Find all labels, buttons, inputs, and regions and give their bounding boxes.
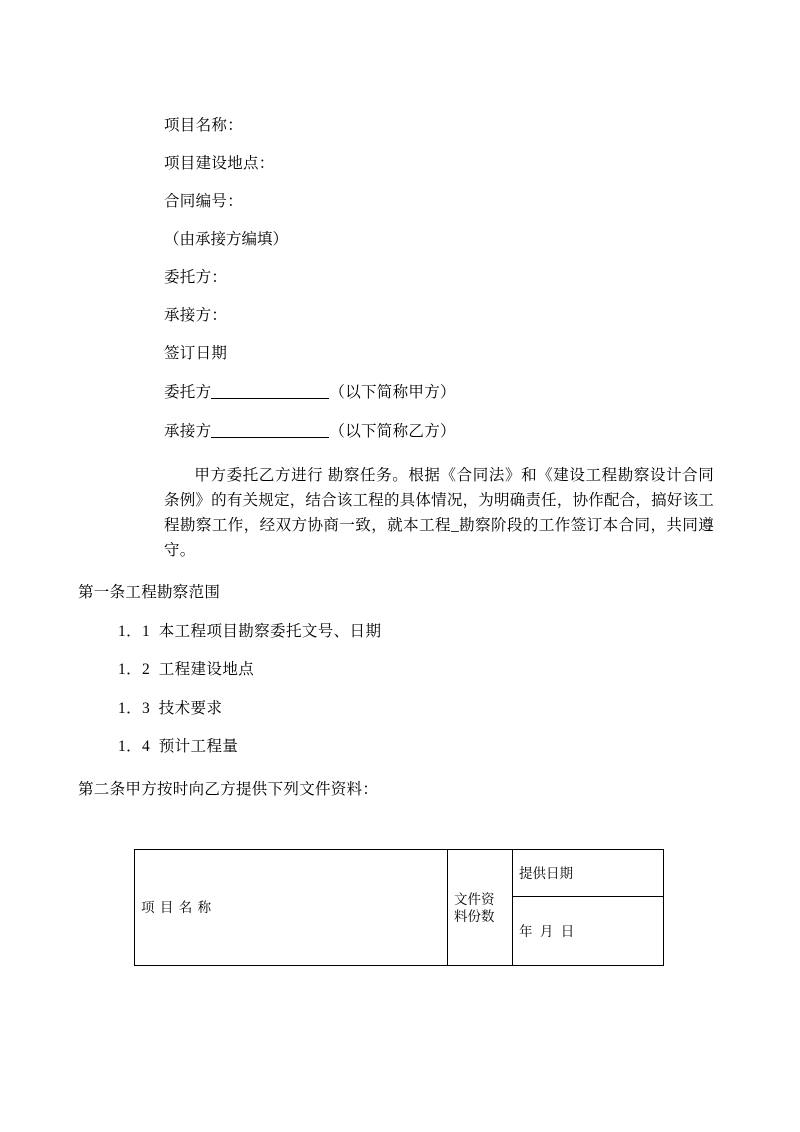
preamble-paragraph — [78, 463, 722, 563]
table-cell-project-name: 项 目 名 称 — [135, 850, 448, 966]
party-line-contractor — [78, 423, 722, 440]
party-contractor-prefix: 承接方 — [164, 422, 212, 440]
field-project-name: 项目名称： — [164, 117, 244, 134]
party-client-suffix: （以下简称甲方） — [329, 384, 456, 401]
party-contractor-suffix: （以下简称乙方） — [329, 422, 456, 440]
documents-table-wrap — [78, 849, 722, 966]
table-cell-docs-count — [448, 850, 513, 966]
table-cell-docs-count-label: 文件资料份数 — [454, 891, 495, 924]
clause-1-2: 1．2 工程建设地点 — [118, 661, 255, 679]
clause-1-1: 1．1 本工程项目勘察委托文号、日期 — [118, 622, 382, 640]
field-contract-number: 合同编号： — [164, 193, 244, 210]
field-project-location: 项目建设地点： — [164, 155, 275, 172]
article-one-heading: 第一条工程勘察范围 — [78, 584, 221, 602]
party-line-client — [78, 384, 722, 401]
clause-1-4: 1．4 预计工程量 — [118, 738, 239, 756]
table-cell-provide-date-value: 年 月 日 — [513, 897, 664, 966]
party-contractor-blank[interactable] — [211, 423, 329, 438]
party-client-prefix: 委托方 — [164, 384, 212, 401]
documents-table — [134, 849, 664, 966]
field-contract-number-note: （由承接方编填） — [164, 231, 289, 248]
field-client: 委托方： — [164, 269, 228, 286]
preamble-text: 甲方委托乙方进行 勘察任务。根据《合同法》和《建设工程勘察设计合同条例》的有关规定，结合该工程的具体情况，为明确责任，协作配合，搞好该工程勘察工作，经双方协商一致，就本工程_勘察阶段的工作签订本合同，共同遵守。 — [164, 467, 714, 560]
field-contractor: 承接方： — [164, 307, 228, 324]
table-row — [135, 850, 664, 897]
clause-1-3: 1．3 技术要求 — [118, 699, 223, 717]
article-two-heading: 第二条甲方按时向乙方提供下列文件资料： — [78, 780, 379, 798]
field-sign-date: 签订日期 — [164, 345, 228, 362]
party-client-blank[interactable] — [211, 384, 329, 399]
table-cell-provide-date-header: 提供日期 — [513, 850, 664, 897]
